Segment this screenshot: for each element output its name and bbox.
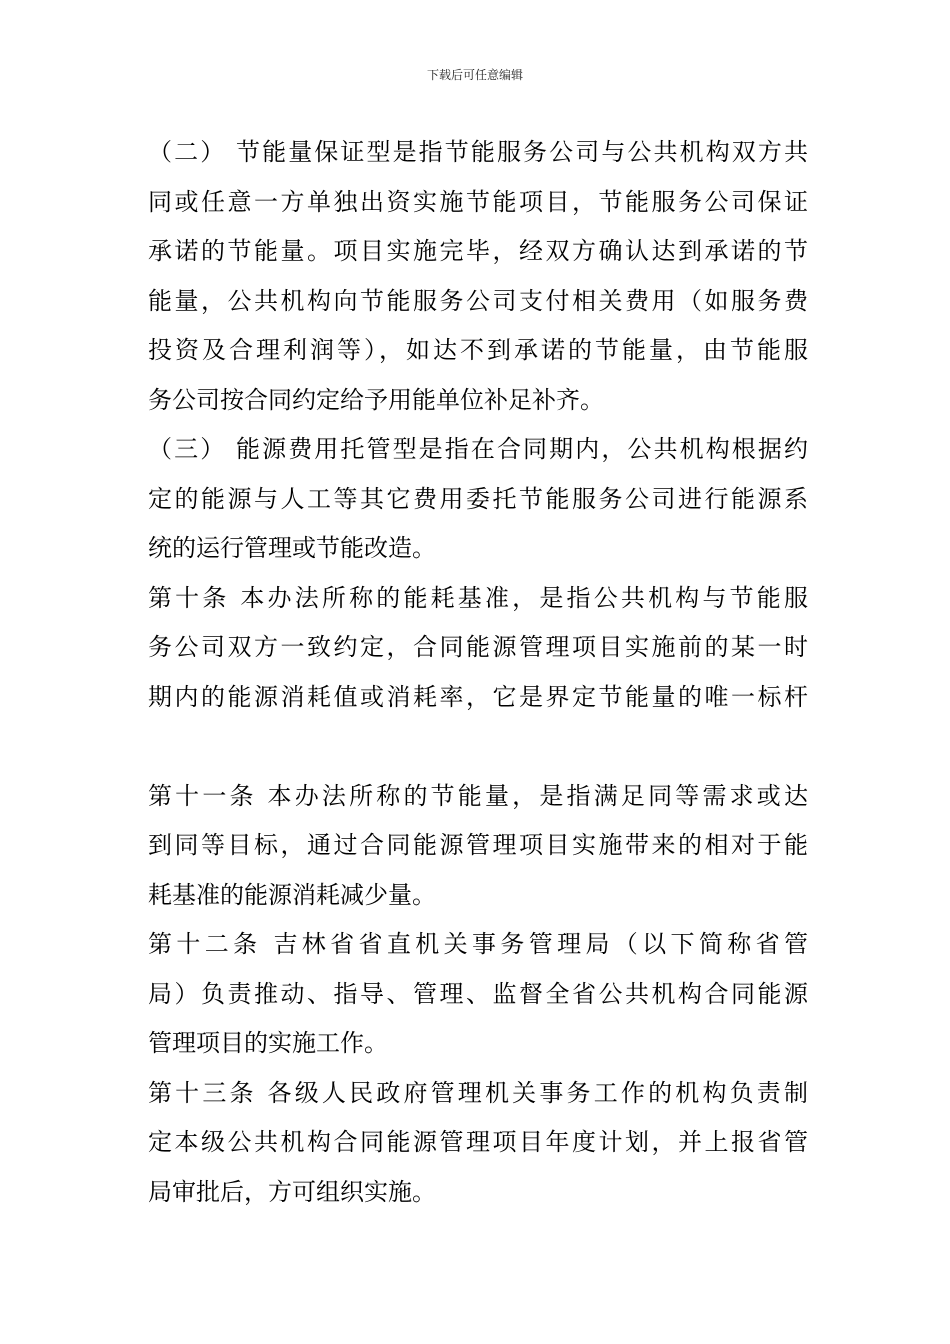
text-line: 定本级公共机构合同能源管理项目年度计划，并上报省管 [148,1128,808,1156]
text-line: 务公司双方一致约定，合同能源管理项目实施前的某一时 [148,633,808,661]
text-line: （二） 节能量保证型是指节能服务公司与公共机构双方共 [148,138,808,166]
text-line: 定的能源与人工等其它费用委托节能服务公司进行能源系 [148,484,808,513]
text-line: 第十条 本办法所称的能耗基准，是指公共机构与节能服 [148,583,808,612]
text-line: （三） 能源费用托管型是指在合同期内，公共机构根据约 [148,435,808,463]
text-line: 第十一条 本办法所称的节能量，是指满足同等需求或达 [148,781,808,810]
text-line: 耗基准的能源消耗减少量。 [148,880,436,909]
blank-line [148,722,808,772]
text-line: 务公司按合同约定给予用能单位补足补齐。 [148,385,604,414]
text-line: 统的运行管理或节能改造。 [148,534,436,562]
text-line: 承诺的节能量。项目实施完毕，经双方确认达到承诺的节 [148,237,808,265]
text-line: 第十三条 各级人民政府管理机关事务工作的机构负责制 [148,1078,808,1107]
text-line: 投资及合理利润等），如达不到承诺的节能量，由节能服 [148,336,808,364]
text-line: 局）负责推动、指导、管理、监督全省公共机构合同能源 [148,979,808,1008]
text-line: 期内的能源消耗值或消耗率，它是界定节能量的唯一标杆 [148,682,808,711]
page-header: 下载后可任意编辑 [426,68,523,82]
text-line: 能量，公共机构向节能服务公司支付相关费用（如服务费 [148,286,808,315]
text-line: 到同等目标，通过合同能源管理项目实施带来的相对于能 [148,831,808,859]
text-line: 第十二条 吉林省省直机关事务管理局（以下简称省管 [148,930,808,958]
text-line: 同或任意一方单独出资实施节能项目，节能服务公司保证 [148,187,808,216]
document-body [148,128,808,1217]
text-line: 局审批后，方可组织实施。 [148,1177,436,1206]
text-line: 管理项目的实施工作。 [148,1029,388,1057]
